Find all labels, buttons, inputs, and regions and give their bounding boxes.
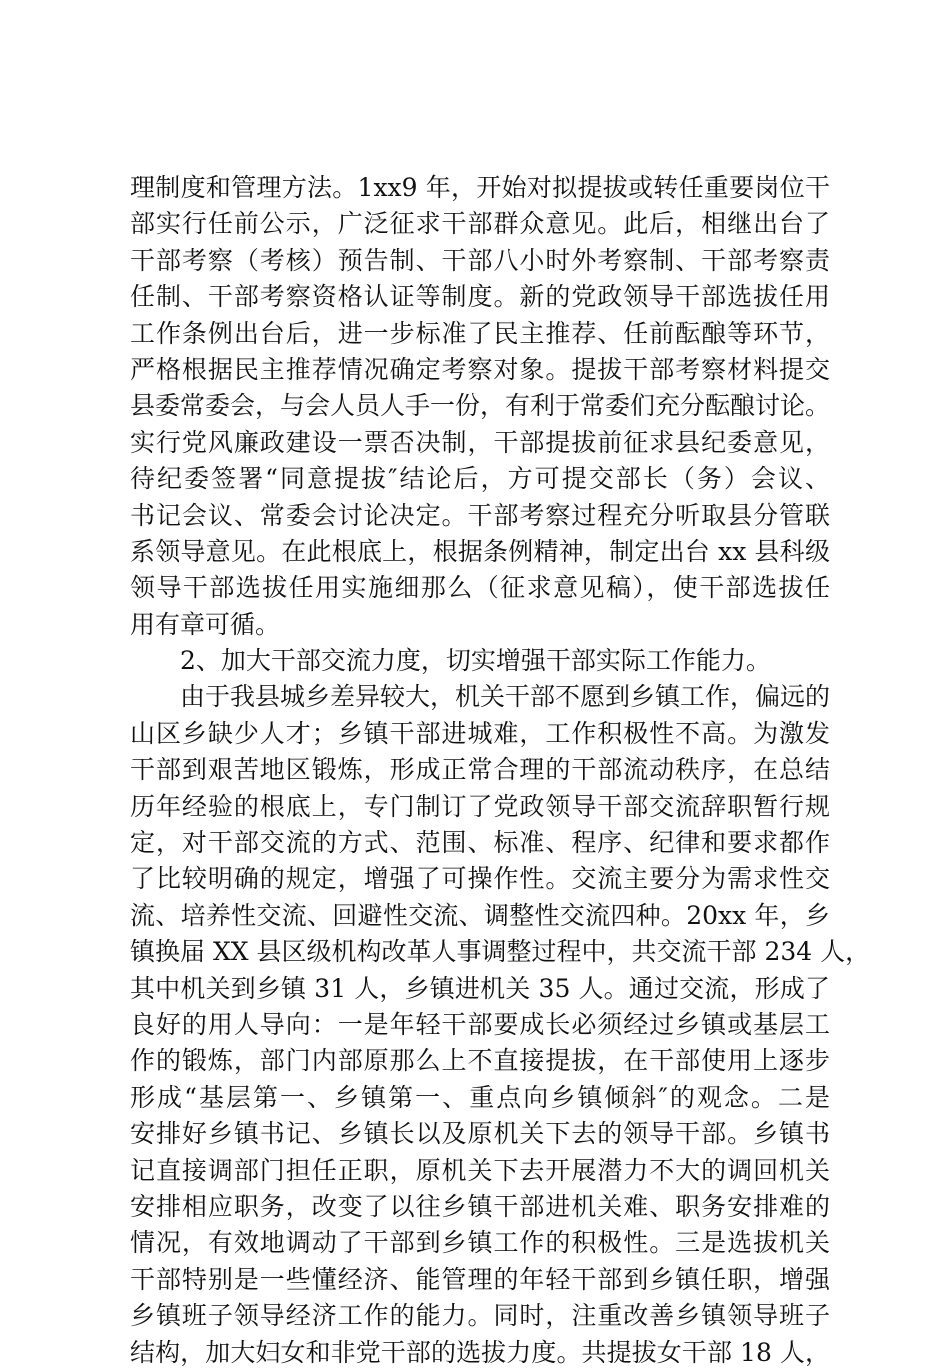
text-line: 干部考察（考核）预告制、干部八小时外考察制、干部考察责	[130, 245, 830, 275]
text-line: 待纪委签署“同意提拔″结论后，方可提交部长（务）会议、	[130, 464, 830, 494]
text-line: 定，对干部交流的方式、范围、标准、程序、纪律和要求都作	[130, 828, 830, 858]
text-line: 镇换届 XX 县区级机构改革人事调整过程中，共交流干部 234 人，	[130, 937, 871, 967]
text-line: 实行党风廉政建设一票否决制，干部提拔前征求县纪委意见，	[130, 427, 830, 457]
text-line: 形成“基层第一、乡镇第一、重点向乡镇倾斜″的观念。二是	[130, 1082, 830, 1112]
section-heading: 2、加大干部交流力度，切实增强干部实际工作能力。	[180, 646, 771, 676]
text-line: 了比较明确的规定，增强了可操作性。交流主要分为需求性交	[130, 864, 830, 894]
text-line: 由于我县城乡差异较大，机关干部不愿到乡镇工作，偏远的	[180, 682, 831, 712]
text-line: 情况，有效地调动了干部到乡镇工作的积极性。三是选拔机关	[130, 1228, 830, 1258]
text-line: 作的锻炼，部门内部原那么上不直接提拔，在干部使用上逐步	[130, 1046, 830, 1076]
document-body	[130, 170, 871, 1371]
text-line: 用有章可循。	[130, 609, 281, 639]
text-line: 山区乡缺少人才；乡镇干部进城难，工作积极性不高。为激发	[130, 718, 830, 748]
text-line: 领导干部选拔任用实施细那么（征求意见稿），使干部选拔任	[130, 573, 830, 603]
text-line: 安排相应职务，改变了以往乡镇干部进机关难、职务安排难的	[130, 1191, 830, 1221]
text-line: 流、培养性交流、回避性交流、调整性交流四种。20xx 年，乡	[130, 900, 830, 930]
text-line: 结构，加大妇女和非党干部的选拔力度。共提拔女干部 18 人，	[130, 1337, 830, 1367]
text-line: 工作条例出台后，进一步标准了民主推荐、任前酝酿等环节，	[130, 318, 830, 348]
text-line: 乡镇班子领导经济工作的能力。同时，注重改善乡镇领导班子	[130, 1301, 830, 1331]
text-line: 理制度和管理方法。1xx9 年，开始对拟提拔或转任重要岗位干	[130, 173, 830, 202]
text-line: 干部到艰苦地区锻炼，形成正常合理的干部流动秩序，在总结	[130, 755, 830, 785]
text-line: 良好的用人导向：一是年轻干部要成长必须经过乡镇或基层工	[130, 1009, 830, 1039]
text-line: 严格根据民主推荐情况确定考察对象。提拔干部考察材料提交	[130, 354, 830, 384]
text-line: 历年经验的根底上，专门制订了党政领导干部交流辞职暂行规	[130, 791, 830, 821]
text-line: 部实行任前公示，广泛征求干部群众意见。此后，相继出台了	[130, 209, 830, 239]
text-line: 系领导意见。在此根底上，根据条例精神，制定出台 xx 县科级	[130, 536, 830, 566]
text-line: 书记会议、常委会讨论决定。干部考察过程充分听取县分管联	[130, 500, 830, 530]
text-line: 任制、干部考察资格认证等制度。新的党政领导干部选拔任用	[130, 282, 830, 312]
text-line: 其中机关到乡镇 31 人，乡镇进机关 35 人。通过交流，形成了	[130, 973, 830, 1003]
text-line: 安排好乡镇书记、乡镇长以及原机关下去的领导干部。乡镇书	[130, 1119, 830, 1149]
text-line: 干部特别是一些懂经济、能管理的年轻干部到乡镇任职，增强	[130, 1264, 830, 1294]
text-line: 县委常委会，与会人员人手一份，有利于常委们充分酝酿讨论。	[130, 391, 831, 421]
text-line: 记直接调部门担任正职，原机关下去开展潜力不大的调回机关	[130, 1155, 830, 1185]
